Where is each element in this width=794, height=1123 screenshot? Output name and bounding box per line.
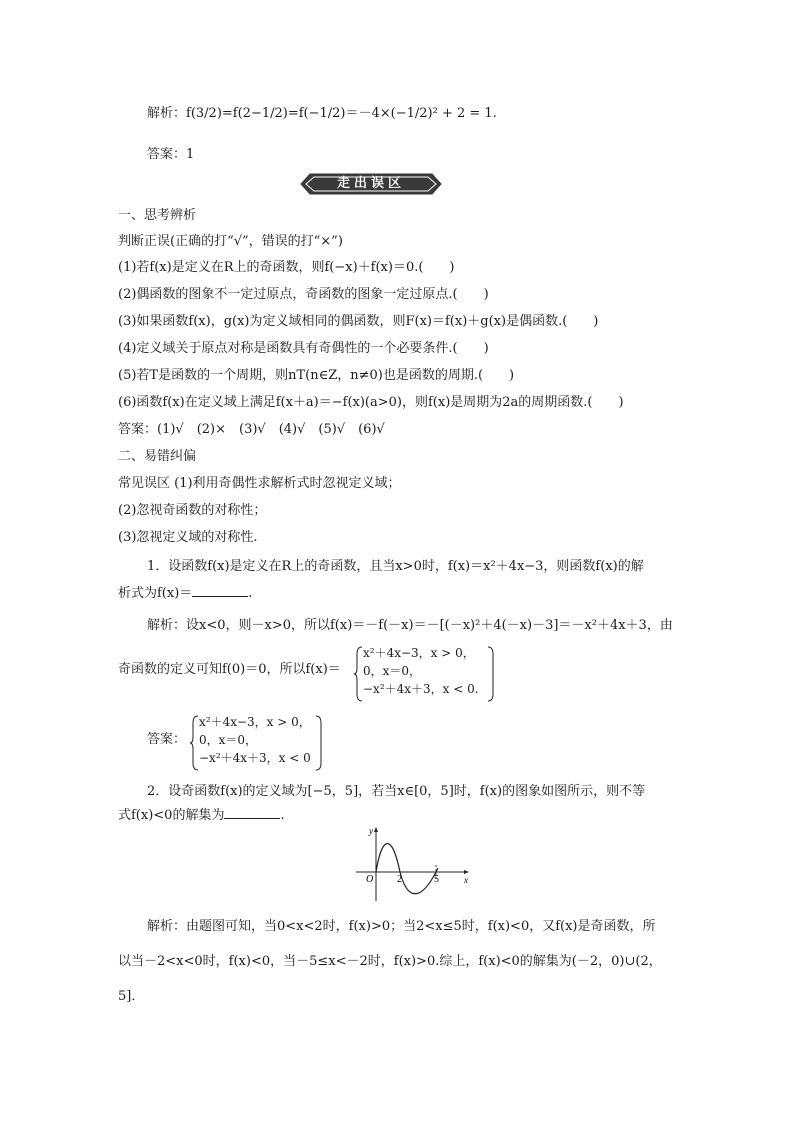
question1-line2: 析式为f(x)＝ . bbox=[118, 586, 253, 601]
judge-item-4: (4)定义域关于原点对称是函数具有奇偶性的一个必要条件.( ) bbox=[118, 341, 489, 356]
piecewise-answer bbox=[190, 713, 330, 773]
prev-analysis-expr: f(3/2)=f(2−1/2)=f(−1/2)＝－4×(−1/2)² + 2 = 1. bbox=[186, 106, 497, 121]
section-banner bbox=[300, 173, 442, 195]
section1-intro: 判断正误(正确的打“√”，错误的打“×”) bbox=[118, 234, 343, 249]
function-curve bbox=[376, 843, 438, 893]
right-paren bbox=[486, 646, 496, 702]
prev-answer: 答案：1 bbox=[147, 147, 195, 162]
mistake-note-2: (2)忽视奇函数的对称性； bbox=[118, 503, 267, 518]
question1-solution-line2: 奇函数的定义可知f(0)＝0，所以f(x)＝ bbox=[118, 662, 341, 677]
question2-solution-line3: 5]． bbox=[118, 989, 145, 1004]
question2-line2-text: 式f(x)<0的解集为 bbox=[118, 808, 225, 823]
tick-2-label: 2 bbox=[397, 874, 402, 885]
tick-5-label: 5 bbox=[434, 874, 439, 885]
right-paren bbox=[314, 715, 324, 771]
section2-heading: 二、易错纠偏 bbox=[118, 449, 197, 464]
case1-row1: x²＋4x−3，x > 0， bbox=[363, 646, 475, 660]
question2-solution-line1: 解析：由题图可知，当0<x<2时，f(x)>0；当2<x≤5时，f(x)<0，又f(x)是奇函数，所 bbox=[147, 919, 656, 934]
case1-row3: −x²＋4x＋3，x < 0. bbox=[363, 682, 479, 696]
question2-line1: 2．设奇函数f(x)的定义域为[−5，5]，若当x∈[0，5]时，f(x)的图象如图所示，则不等 bbox=[147, 784, 646, 799]
judge-item-2: (2)偶函数的图象不一定过原点，奇函数的图象一定过原点.( ) bbox=[118, 287, 489, 302]
x-axis-arrow bbox=[464, 870, 469, 874]
answer-blank bbox=[224, 806, 280, 819]
answer-label: 答案： bbox=[147, 732, 187, 747]
question1-solution-line1: 解析：设x<0，则－x>0，所以f(x)＝－f(－x)＝－[(－x)²＋4(－x)－3]＝－x²＋4x＋3，由 bbox=[147, 618, 673, 633]
answer-blank bbox=[192, 584, 248, 597]
judge-answers: 答案：(1)√ (2)× (3)√ (4)√ (5)√ (6)√ bbox=[118, 422, 385, 437]
section1-heading: 一、思考辨析 bbox=[118, 208, 197, 223]
question2-line2: 式f(x)<0的解集为 . bbox=[118, 808, 285, 823]
judge-item-5: (5)若T是函数的一个周期，则nT(n∈Z，n≠0)也是函数的周期.( ) bbox=[118, 368, 515, 383]
question2-solution-line2: 以当－2<x<0时，f(x)<0，当－5≤x<－2时，f(x)>0.综上，f(x)<0的解集为(－2，0)∪(2， bbox=[118, 954, 662, 969]
case2-row3: −x²＋4x＋3，x < 0 bbox=[199, 751, 311, 765]
judge-item-1: (1)若f(x)是定义在R上的奇函数，则f(−x)＋f(x)＝0.( ) bbox=[118, 260, 455, 275]
mistake-note-1: 常见误区 (1)利用奇偶性求解析式时忽视定义域； bbox=[118, 476, 401, 491]
case2-row2: 0，x＝0， bbox=[199, 733, 258, 747]
case1-row2: 0，x＝0， bbox=[363, 664, 422, 678]
judge-item-6: (6)函数f(x)在定义域上满足f(x＋a)＝−f(x)(a>0)，则f(x)是周期为2a的周期函数.( ) bbox=[118, 395, 624, 410]
prev-analysis bbox=[147, 105, 497, 123]
graph-svg bbox=[352, 825, 472, 903]
prev-analysis-label: 解析： bbox=[147, 106, 187, 121]
function-graph bbox=[352, 825, 472, 903]
y-label: y bbox=[369, 826, 373, 836]
piecewise-solution bbox=[354, 644, 504, 704]
mistake-note-3: (3)忽视定义域的对称性. bbox=[118, 530, 258, 545]
case2-row1: x²＋4x−3，x > 0， bbox=[199, 715, 311, 729]
origin-label: O bbox=[366, 874, 374, 885]
question1-line2-text: 析式为f(x)＝ bbox=[118, 586, 193, 601]
x-label: x bbox=[464, 875, 468, 885]
y-axis-arrow bbox=[374, 827, 378, 832]
question1-line1: 1．设函数f(x)是定义在R上的奇函数，且当x>0时，f(x)＝x²＋4x−3，则函数f(x)的解 bbox=[147, 559, 644, 574]
banner-title: 走出误区 bbox=[336, 176, 405, 191]
judge-item-3: (3)如果函数f(x)，g(x)为定义域相同的偶函数，则F(x)＝f(x)＋g(x)是偶函数.( ) bbox=[118, 314, 599, 329]
